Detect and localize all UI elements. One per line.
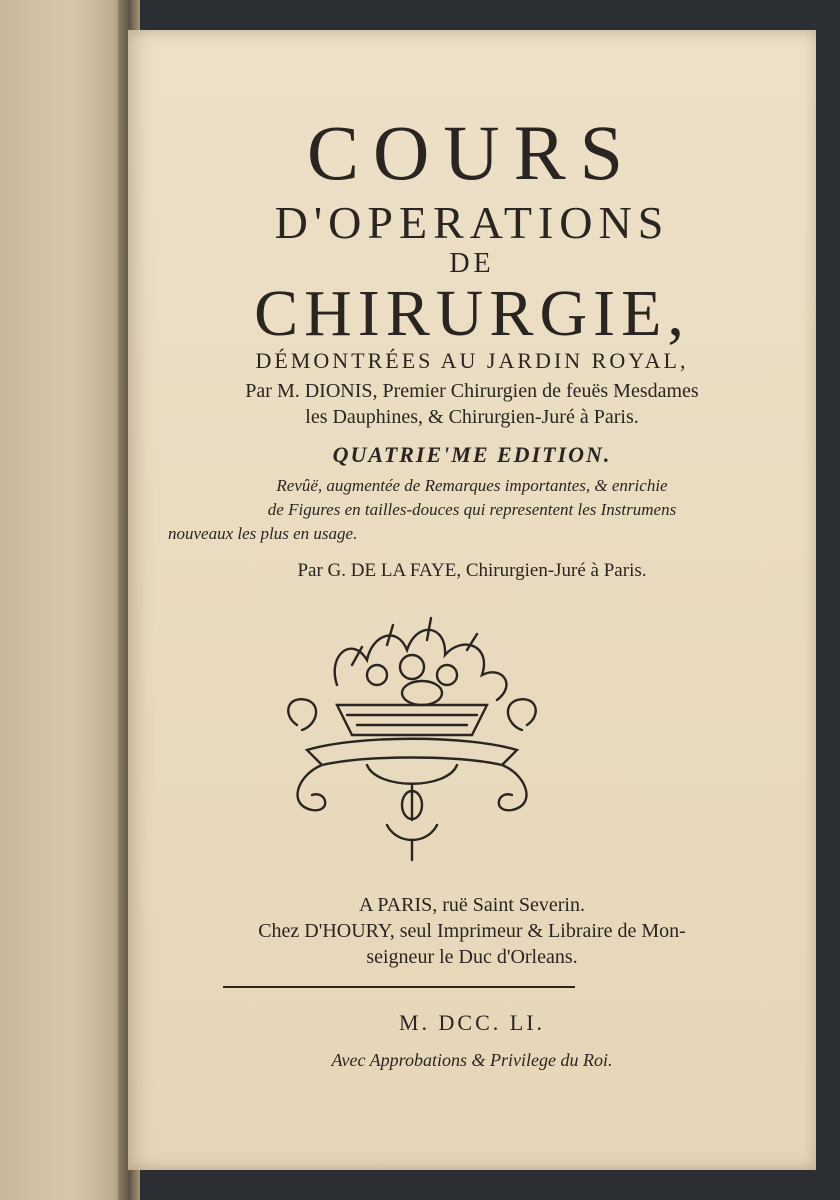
author-line-1: Par M. DIONIS, Premier Chirurgien de feuës Mesdames xyxy=(245,380,699,402)
title-de: DE xyxy=(449,248,495,279)
title-operations: D'OPERATIONS xyxy=(274,197,670,248)
divider-rule xyxy=(223,986,575,988)
title-cours: COURS xyxy=(306,109,638,196)
title-chirurgie: CHIRURGIE, xyxy=(254,277,690,350)
edition: QUATRIE'ME EDITION. xyxy=(332,442,612,467)
imprint-line-2: Chez D'HOURY, seul Imprimeur & Libraire de Mon- xyxy=(258,920,686,942)
publication-date: M. DCC. LI. xyxy=(398,1010,546,1035)
subtitle: DÉMONTRÉES AU JARDIN ROYAL, xyxy=(255,348,689,373)
author-line-2: les Dauphines, & Chirurgien-Juré à Paris. xyxy=(305,406,639,428)
left-page-edge xyxy=(0,0,132,1200)
title-page xyxy=(128,30,816,1170)
revision-line-1: Revûë, augmentée de Remarques importantes, & enrichie xyxy=(276,476,668,495)
floral-basket-vignette-icon xyxy=(267,605,557,865)
imprint-line-3: seigneur le Duc d'Orleans. xyxy=(366,946,578,968)
privilege-line: Avec Approbations & Privilege du Roi. xyxy=(331,1050,613,1070)
revision-line-2: de Figures en tailles-douces qui representent les Instrumens xyxy=(267,500,677,519)
editor-line: Par G. DE LA FAYE, Chirurgien-Juré à Paris. xyxy=(297,560,647,581)
imprint-line-1: A PARIS, ruë Saint Severin. xyxy=(359,894,585,916)
revision-line-3: nouveaux les plus en usage. xyxy=(168,524,358,543)
